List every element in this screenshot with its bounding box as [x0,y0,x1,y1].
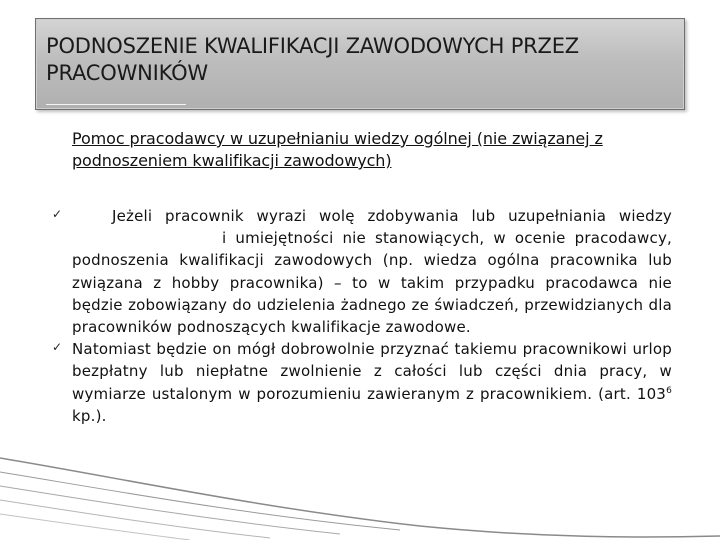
bullet-1-part2: i umiejętności nie stanowiących, w ocenie pracodawcy, podnoszenia kwalifikacji zawodowych (np. wiedza ogólna pracownika lub związana z hobby pracownika) – to w takim przypadku pracodawca nie będzie zobowiązany do udzielenia żadnego ze świadczeń, przewidzianych dla pracowników podnoszących kwalifikacje zawodowe. [72,229,672,337]
checkmark-icon: ✓ [52,207,63,221]
decorative-swoosh [0,450,720,540]
bullet-1-part1: Jeżeli pracownik wyrazi wolę zdobywania lub uzupełniania wiedzy [112,207,672,225]
bullet-2-suffix: kp.). [72,406,107,425]
bullet-2-text: Natomiast będzie on mógł dobrowolnie przyznać takiemu pracownikowi urlop bezpłatny lub niepłatne zwolnienie z całości lub części dnia pracy, w wymiarze ustalonym w porozumieniu zawieranym z pracownikiem. (art. 103 [72,340,672,403]
checkmark-icon: ✓ [52,340,63,355]
title-underline [46,104,186,105]
slide-title: PODNOSZENIE KWALIFIKACJI ZAWODOWYCH PRZEZ PRACOWNIKÓW [46,34,579,85]
bullet-item-1 [52,205,672,338]
subheading: Pomoc pracodawcy w uzupełnianiu wiedzy ogólnej (nie związanej z podnoszeniem kwalifikacji zawodowych) [72,129,603,170]
title-bar [35,18,685,110]
bullet-2-sup: 6 [666,385,672,396]
bullet-item-2 [52,338,672,427]
bullet-text-1 [72,205,672,338]
bullet-list [52,205,672,427]
bullet-text-2 [72,338,672,427]
